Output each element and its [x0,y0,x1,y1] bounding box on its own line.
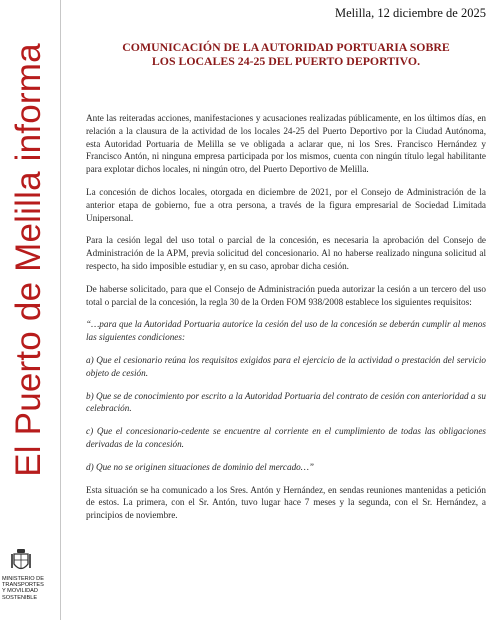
paragraph: Para la cesión legal del uso total o parcial de la concesión, es necesaria la aprobación del Consejo de Administración de la APM, previa solicitud del concesionario. Al no haberse realizado ninguna solicitud al respecto, ha sido imposible estudiar y, en su caso, aprobar dicha cesión. [86,235,486,271]
quote-item: b) Que se de conocimiento por escrito a la Autoridad Portuaria del contrato de cesión con anterioridad a su celebración. [86,390,486,414]
paragraph: De haberse solicitado, para que el Consejo de Administración pueda autorizar la cesión a un tercero del uso total o parcial de la concesión, la regla 30 de la Orden FOM 938/2008 establece los siguientes requisitos: [86,283,486,307]
ministry-label: MINISTERIO DE TRANSPORTES Y MOVILIDAD SOSTENIBLE [2,576,44,601]
sidebar [0,0,56,620]
document-title: COMUNICACIÓN DE LA AUTORIDAD PORTUARIA SOBRE LOS LOCALES 24-25 DEL PUERTO DEPORTIVO. [122,40,450,68]
vertical-title-text: El Puerto de Melilla informa [9,43,49,477]
divider-line [60,0,61,620]
vertical-title [6,0,52,520]
quote-item: c) Que el concesionario-cedente se encuentre al corriente en el cumplimiento de todas las obligaciones derivadas de la concesión. [86,426,486,449]
coat-of-arms-icon [10,548,32,574]
paragraph: La concesión de dichos locales, otorgada en diciembre de 2021, por el Consejo de Administración de la anterior etapa de gobierno, fue a otra persona, a través de la figura empresarial de Sociedad Limitada Unipersonal. [86,186,486,223]
document-date: Melilla, 12 diciembre de 2025 [334,6,486,20]
quote-item: a) Que el cesionario reúna los requisitos exigidos para el ejercicio de la actividad o prestación del servicio objeto de cesión. [86,354,486,378]
paragraph: Ante las reiteradas acciones, manifestaciones y acusaciones realizadas públicamente, en los últimos días, en relación a la clausura de la actividad de los locales 24-25 del Puerto Deportivo por la Ciudad Autónoma, esta Autoridad Portuaria de Melilla se ve obligada a aclarar que, ni los Sres. Francisco Hernández y Francisco Antón, ni ninguna empresa participada por los mismos, cuenta con ningún título legal habilitante para explotar dichos locales, ni ningún otro, del Puerto Deportivo de Melilla. [86,113,486,175]
quote-paragraph: “…para que la Autoridad Portuaria autorice la cesión del uso de la concesión se deberán cumplir al menos las siguientes condiciones: [86,319,486,343]
closing-paragraph: Esta situación se ha comunicado a los Sres. Antón y Hernández, en sendas reuniones mantenidas a petición de estos. La primera, con el Sr. Antón, tuvo lugar hace 7 meses y la segunda, con el Sr. Hernández, a principios de noviembre. [86,484,486,521]
document-body [86,112,486,532]
quote-item: d) Que no se originen situaciones de dominio del mercado…” [86,461,315,472]
